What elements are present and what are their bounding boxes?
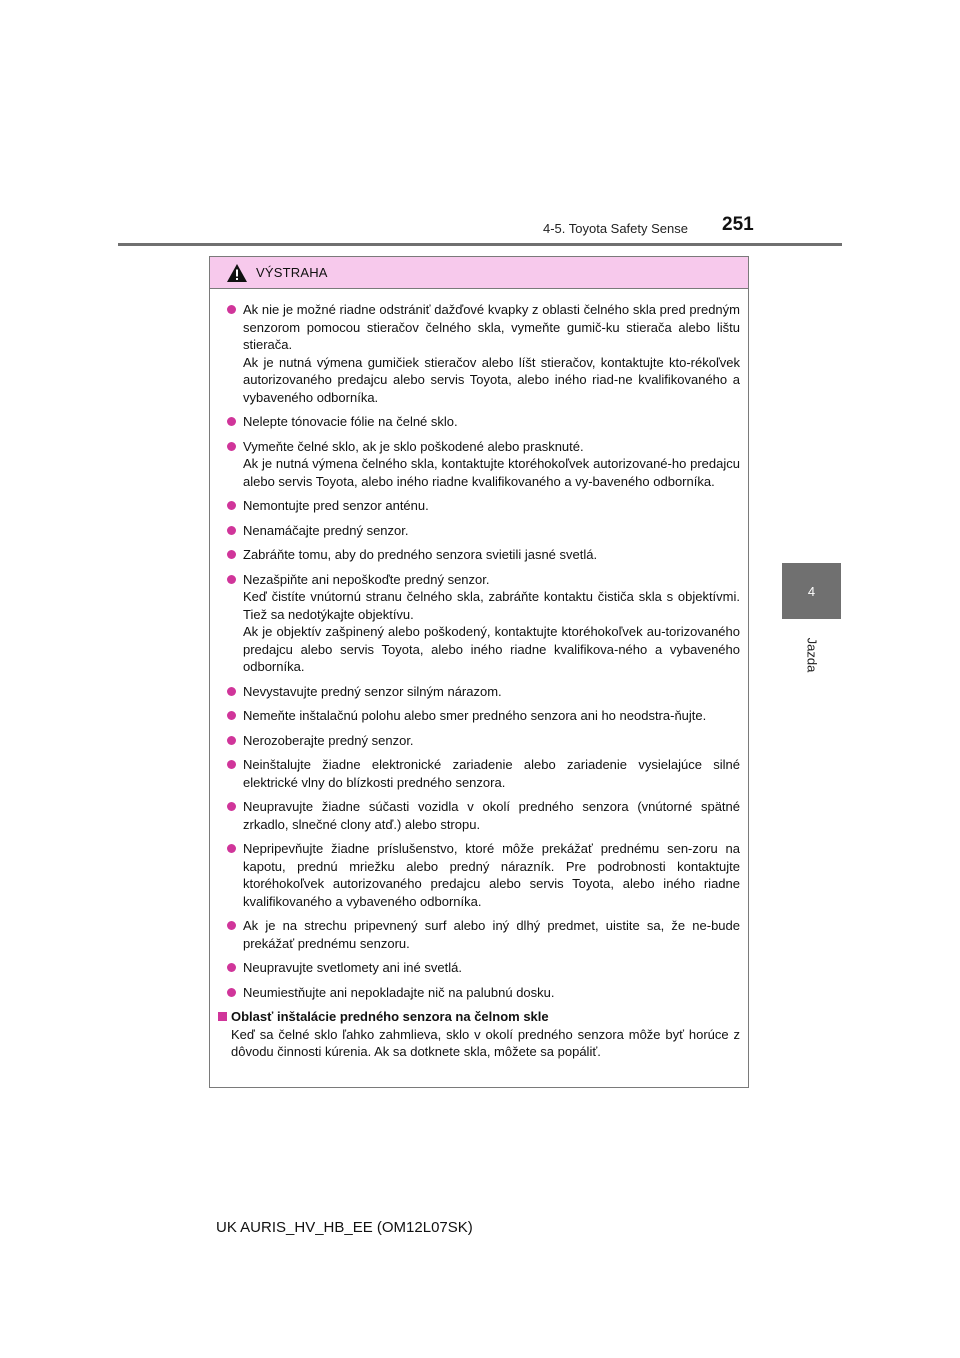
document-code: UK AURIS_HV_HB_EE (OM12L07SK) xyxy=(216,1219,473,1236)
warning-item xyxy=(216,707,740,725)
bullet-icon xyxy=(227,844,236,853)
chapter-number: 4 xyxy=(807,583,816,599)
warning-item xyxy=(216,798,740,833)
bullet-icon xyxy=(227,687,236,696)
warning-item-text: Nezašpiňte ani nepoškoďte predný senzor. xyxy=(243,571,490,587)
bullet-icon xyxy=(227,963,236,972)
warning-item-text: Neupravujte žiadne súčasti vozidla v okolí predného senzora (vnútorné spätné zrkadlo, slnečné clony atď.) alebo stropu. xyxy=(243,799,740,832)
warning-item-text: Neupravujte svetlomety ani iné svetlá. xyxy=(243,960,462,975)
warning-list xyxy=(216,301,740,1001)
bullet-icon xyxy=(227,921,236,930)
page-number: 251 xyxy=(722,214,754,235)
warning-item-text: Ak je nutná výmena gumičiek stieračov alebo líšt stieračov, kontaktujte kto-rékoľvek autorizovaného predajcu alebo servis Toyota, alebo iného riad-ne kvalifikovaného a vybaveného odborníka. xyxy=(243,354,740,405)
warning-item xyxy=(216,571,740,676)
bullet-icon xyxy=(227,442,236,451)
warning-item xyxy=(216,497,740,515)
warning-item xyxy=(216,546,740,564)
warning-item-text: Vymeňte čelné sklo, ak je sklo poškodené alebo prasknuté. xyxy=(243,438,584,454)
warning-item xyxy=(216,984,740,1002)
subsection-heading xyxy=(216,1008,740,1026)
warning-item-text: Nevystavujte predný senzor silným nárazom. xyxy=(243,683,502,699)
bullet-icon xyxy=(227,305,236,314)
warning-body xyxy=(210,289,748,1061)
warning-item xyxy=(216,732,740,750)
subsection-text: Keď sa čelné sklo ľahko zahmlieva, sklo v okolí predného senzora môže byť horúce z dôvodu činnosti kúrenia. Ak sa dotknete skla, môžete sa popáliť. xyxy=(231,1026,740,1059)
square-bullet-icon xyxy=(218,1012,227,1021)
bullet-icon xyxy=(227,550,236,559)
bullet-icon xyxy=(227,736,236,745)
warning-item xyxy=(216,438,740,491)
warning-item-text: Nemeňte inštalačnú polohu alebo smer predného senzora ani ho neodstra-ňujte. xyxy=(243,708,707,723)
bullet-icon xyxy=(227,575,236,584)
warning-item-text: Zabráňte tomu, aby do predného senzora svietili jasné svetlá. xyxy=(243,547,598,562)
bullet-icon xyxy=(227,417,236,426)
warning-item xyxy=(216,917,740,952)
bullet-icon xyxy=(227,802,236,811)
warning-item xyxy=(216,301,740,406)
chapter-label: Jazda xyxy=(804,637,820,673)
warning-item-text: Ak je na strechu pripevnený surf alebo iný dlhý predmet, uistite sa, že ne-bude prekážať prednému senzoru. xyxy=(243,918,740,951)
header-section-title: 4-5. Toyota Safety Sense xyxy=(542,221,688,236)
warning-item xyxy=(216,683,740,701)
warning-item-text: Nelepte tónovacie fólie na čelné sklo. xyxy=(243,414,458,429)
header-divider xyxy=(118,243,842,246)
warning-item-text: Ak nie je možné riadne odstrániť dažďové kvapky z oblasti čelného skla pred predným senzorom pomocou stieračov čelného skla, vymeňte gumič-ku stierača alebo lištu stierača. xyxy=(243,302,740,352)
warning-item xyxy=(216,522,740,540)
chapter-tab xyxy=(782,563,841,619)
subsection-heading-text: Oblasť inštalácie predného senzora na čelnom skle xyxy=(231,1009,549,1024)
warning-item-text: Nemontujte pred senzor anténu. xyxy=(243,498,429,513)
warning-item-text: Nerozoberajte predný senzor. xyxy=(243,732,414,748)
warning-item xyxy=(216,413,740,431)
warning-item xyxy=(216,756,740,791)
warning-item-text: Neinštalujte žiadne elektronické zariadenie alebo zariadenie vysielajúce silné elektrické vlny do blízkosti predného senzora. xyxy=(243,757,740,790)
warning-item xyxy=(216,840,740,910)
bullet-icon xyxy=(227,711,236,720)
warning-header xyxy=(210,257,748,289)
warning-item-text: Ak je nutná výmena čelného skla, kontaktujte ktoréhokoľvek autorizované-ho predajcu alebo servis Toyota, alebo iného riadne kvalifikovaného a vy-baveného odborníka. xyxy=(243,456,740,489)
bullet-icon xyxy=(227,988,236,997)
warning-box xyxy=(209,256,749,1088)
warning-item-text: Nenamáčajte predný senzor. xyxy=(243,522,409,538)
warning-item-text: Nepripevňujte žiadne príslušenstvo, ktoré môže prekážať prednému sen-zoru na kapotu, prednú mriežku alebo predný nárazník. Pre podrobnosti kontaktujte ktoréhokoľvek autorizovaného predajcu alebo servis Toyota, alebo iného riadne kvalifikovaného a vybaveného odborníka. xyxy=(243,841,740,909)
warning-item-text: Keď čistíte vnútornú stranu čelného skla, zabráňte kontaktu čističa skla s objektívmi. Tiež sa nedotýkajte objektívu. xyxy=(243,589,740,622)
bullet-icon xyxy=(227,760,236,769)
bullet-icon xyxy=(227,526,236,535)
warning-item xyxy=(216,959,740,977)
warning-item-text: Neumiestňujte ani nepokladajte nič na palubnú dosku. xyxy=(243,984,555,1000)
warning-title: VÝSTRAHA xyxy=(256,265,328,280)
bullet-icon xyxy=(227,501,236,510)
warning-triangle-icon xyxy=(226,263,248,283)
warning-item-text: Ak je objektív zašpinený alebo poškodený, kontaktujte ktoréhokoľvek au-torizovaného predajcu alebo servis Toyota, alebo iného riadne kvalifikova-ného a vybaveného odborníka. xyxy=(243,624,740,674)
